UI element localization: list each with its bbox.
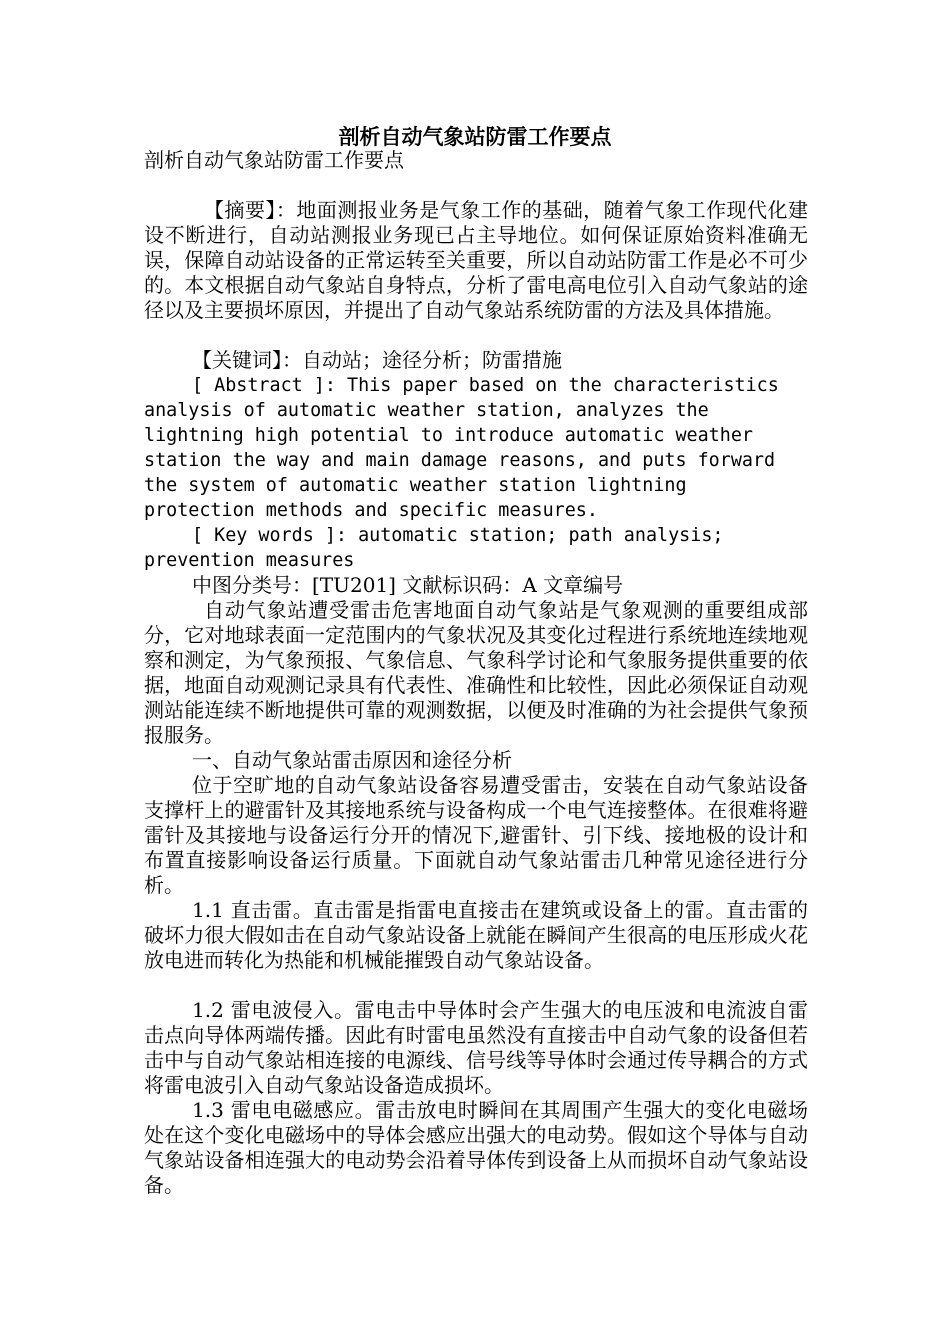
section1-heading: 一、自动气象站雷击原因和途径分析 <box>192 748 512 772</box>
spacer <box>144 973 808 998</box>
document-subtitle: 剖析自动气象站防雷工作要点 <box>144 148 404 172</box>
intro-paragraph: 自动气象站遭受雷击危害地面自动气象站是气象观测的重要组成部分，它对地球表面一定范围内的气象状况及其变化过程进行系统地连续地观察和测定，为气象预报、气象信息、气象科学讨论和气象服务提供重要的依据，地面自动观测记录具有代表性、准确性和比较性，因此必须保证自动观测站能连续不断地提供可靠的观测数据，以便及时准确的为社会提供气象预报服务。 <box>144 598 808 747</box>
keywords-en: [ Key words ]: automatic station; path analysis; prevention measures <box>144 525 724 571</box>
section1-paragraph: 位于空旷地的自动气象站设备容易遭受雷击，安装在自动气象站设备支撑杆上的避雷针及其接地系统与设备构成一个电气连接整体。在很难将避雷针及其接地与设备运行分开的情况下,避雷针、引下线、接地极的设计和布置直接影响设备运行质量。下面就自动气象站雷击几种常见途径进行分析。 <box>144 773 808 897</box>
document-body <box>144 148 808 1198</box>
keywords-cn: 【关键词】：自动站；途径分析；防雷措施 <box>192 348 562 372</box>
paragraph-1-3: 1.3 雷电电磁感应。雷击放电时瞬间在其周围产生强大的变化电磁场处在这个变化电磁场中的导体会感应出强大的电动势。假如这个导体与自动气象站设备相连强大的电动势会沿着导体传到设备上从而损坏自动气象站设备。 <box>144 1098 808 1197</box>
spacer <box>144 173 808 198</box>
spacer <box>144 323 808 348</box>
classification-line: 中图分类号：[TU201] 文献标识码：A 文章编号 <box>192 573 624 597</box>
paragraph-1-1: 1.1 直击雷。直击雷是指雷电直接击在建筑或设备上的雷。直击雷的破坏力很大假如击在自动气象站设备上就能在瞬间产生很高的电压形成火花放电进而转化为热能和机械能摧毁自动气象站设备。 <box>144 898 808 972</box>
document-title: 剖析自动气象站防雷工作要点 <box>338 124 612 149</box>
abstract-cn: 【摘要】：地面测报业务是气象工作的基础，随着气象工作现代化建设不断进行，自动站测报业务现已占主导地位。如何保证原始资料准确无误，保障自动站设备的正常运转至关重要，所以自动站防雷工作是必不可少的。本文根据自动气象站自身特点，分析了雷电高电位引入自动气象站的途径以及主要损坏原因，并提出了自动气象站系统防雷的方法及具体措施。 <box>144 198 808 322</box>
paragraph-1-2: 1.2 雷电波侵入。雷电击中导体时会产生强大的电压波和电流波自雷击点向导体两端传播。因此有时雷电虽然没有直接击中自动气象的设备但若击中与自动气象站相连接的电源线、信号线等导体时会通过传导耦合的方式将雷电波引入自动气象站设备造成损坏。 <box>144 998 808 1097</box>
abstract-en: [ Abstract ]: This paper based on the characteristics analysis of automatic weather station, analyzes the lightning high potential to introduce automatic weather station the way and main damage reasons, and puts forward the system of automatic weather station lightning protection methods and specific measures. <box>144 375 779 521</box>
